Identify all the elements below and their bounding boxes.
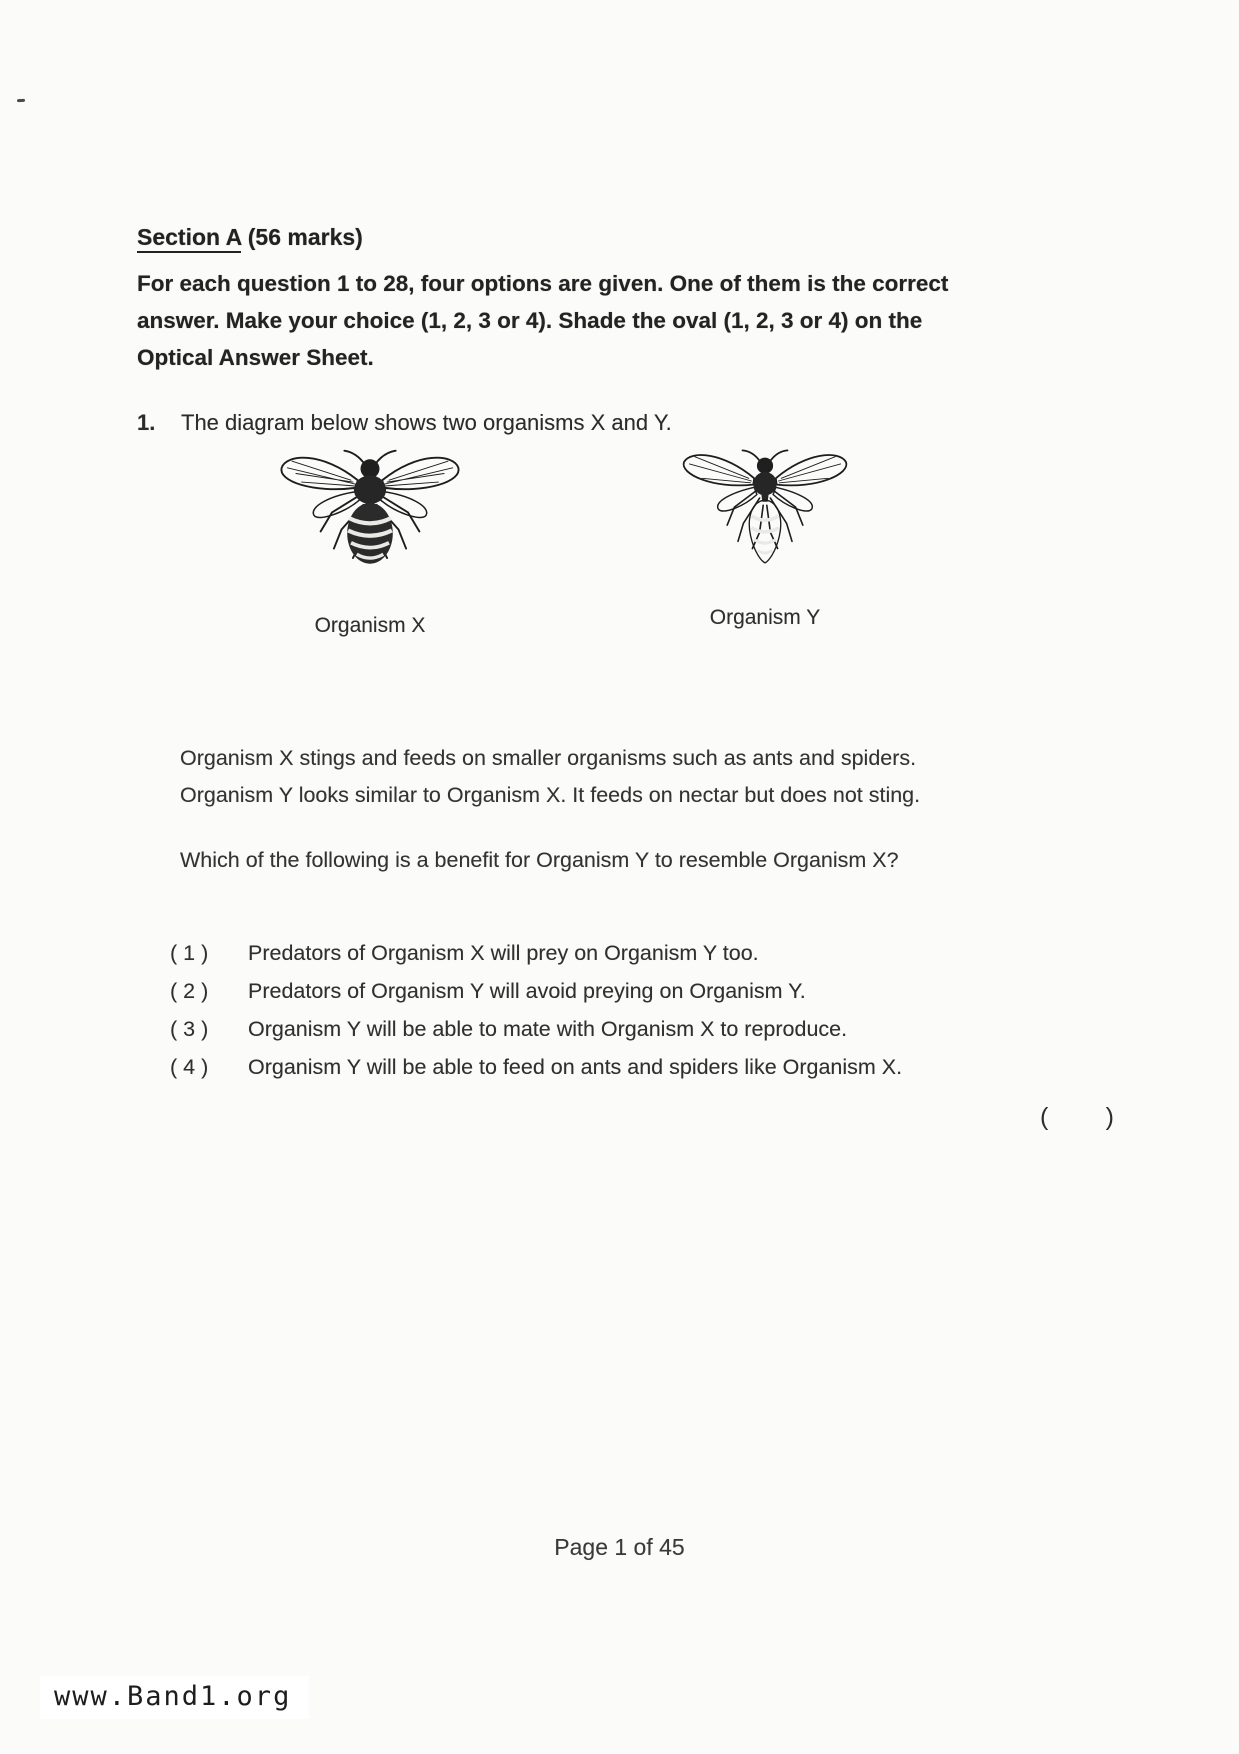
bee-illustration (275, 442, 465, 600)
option-3 (170, 1018, 990, 1041)
question-1 (137, 410, 997, 436)
question-text: The diagram below shows two organisms X and Y. (181, 410, 672, 435)
question-figure (180, 442, 940, 687)
option-2 (170, 980, 990, 1003)
answer-bracket-open: ( (1040, 1103, 1049, 1131)
option-3-text: Organism Y will be able to mate with Organism X to reproduce. (248, 1017, 848, 1041)
organism-x-label: Organism X (314, 614, 426, 637)
question-prompt: Which of the following is a benefit for Organism Y to resemble Organism X? (180, 848, 899, 872)
section-heading-title: Section A (137, 224, 241, 253)
scan-artifact (17, 99, 25, 103)
wasp-illustration (675, 442, 855, 592)
question-description: Organism X stings and feeds on smaller organisms such as ants and spiders. Organism Y looks similar to Organism X. It feeds on nectar but does not sting. (180, 746, 921, 807)
organism-y-figure (650, 442, 880, 687)
answer-bracket (1040, 1103, 1114, 1132)
option-2-text: Predators of Organism Y will avoid preying on Organism Y. (248, 979, 806, 1003)
organism-x-figure (255, 442, 485, 687)
answer-bracket-close: ) (1105, 1103, 1114, 1131)
options-list (170, 942, 990, 1094)
option-4-text: Organism Y will be able to feed on ants and spiders like Organism X. (248, 1055, 903, 1079)
section-instructions: For each question 1 to 28, four options are given. One of them is the correct answer. Make your choice (1, 2, 3 or 4). Shade the oval (1, 2, 3 or 4) on the Optical Answer Sheet. (137, 271, 949, 370)
option-4 (170, 1056, 990, 1079)
organism-y-label: Organism Y (709, 606, 821, 629)
section-heading (137, 224, 363, 251)
option-1-text: Predators of Organism X will prey on Organism Y too. (248, 941, 759, 965)
option-3-number: ( 3 ) (170, 1017, 209, 1041)
question-number: 1. (137, 410, 156, 435)
option-1 (170, 942, 990, 965)
option-2-number: ( 2 ) (170, 979, 209, 1003)
section-heading-marks: (56 marks) (241, 224, 363, 250)
page-number: Page 1 of 45 (554, 1534, 685, 1560)
watermark-url: www.Band1.org (40, 1676, 309, 1719)
option-1-number: ( 1 ) (170, 941, 209, 965)
option-4-number: ( 4 ) (170, 1055, 209, 1079)
